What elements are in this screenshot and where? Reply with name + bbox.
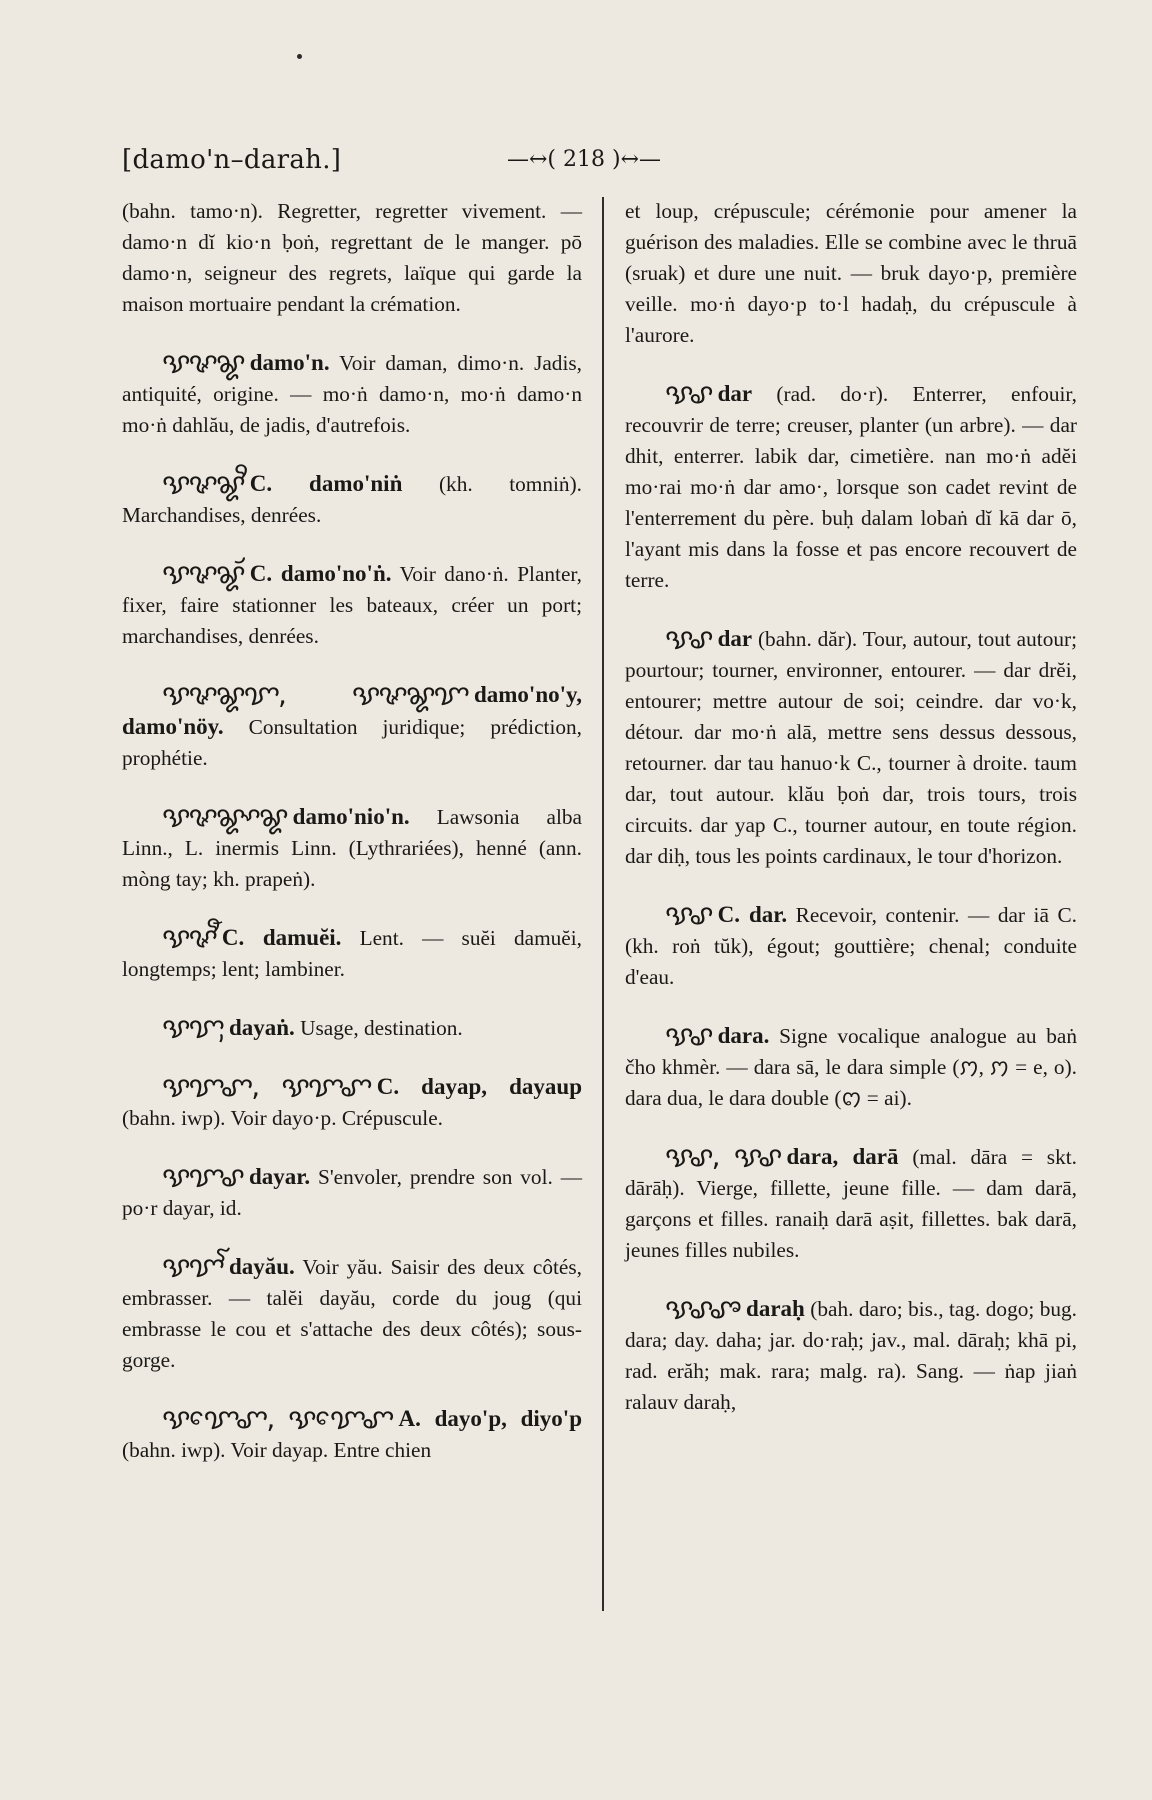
dictionary-entry <box>625 1141 1077 1266</box>
cham-script: ꨕꨟꨘ <box>162 346 244 379</box>
headword: daraḥ <box>746 1296 805 1321</box>
entry-text: Recevoir, contenir. — dar iā C. (kh. roṅ tŭk), égout; gouttière; chenal; conduite d'eau. <box>625 903 1077 989</box>
page-number: —↔( 218 )↔— <box>507 147 662 172</box>
dictionary-entry <box>122 558 582 652</box>
dictionary-entry <box>122 1012 582 1044</box>
dictionary-entry <box>122 1403 582 1466</box>
entry-text: Voir yău. Saisir des deux côtés, embrasser. — talĕi dayău, corde du joug (qui embrasse le cou et s'attache des deux côtés); sous-gorge. <box>122 1255 582 1372</box>
headword: damo'no'y, damo'nöy. <box>122 682 582 739</box>
headword: C. damo'niṅ <box>249 471 403 496</box>
dictionary-entry <box>122 347 582 441</box>
cham-script: ꨕꨣ <box>665 377 712 410</box>
cham-script: ꨕꨢꨚ, ꨕꨢꨚ <box>162 1070 371 1103</box>
cham-script: ꨕꨣ <box>665 1019 712 1052</box>
headword: dar <box>717 626 753 651</box>
headword: dara. <box>717 1023 770 1048</box>
headword: dar <box>717 381 753 406</box>
entry-text: Usage, destination. <box>300 1016 463 1040</box>
entry-text: (mal. dāra = skt. dārāḥ). Vierge, fillette, jeune fille. — dam darā, garçons et filles. ranaiḥ darā aṣit, fillettes. bak darā, jeunes filles nubiles. <box>625 1145 1077 1262</box>
headword: C. damuĕi. <box>221 925 342 950</box>
entry-text: Signe vocalique analogue au baṅ čho khmèr. — dara sā, le dara simple (ꩀ, ꩀ = e, o). dara dua, le dara double (ꩁ = ai). <box>625 1024 1078 1110</box>
cham-script: ꨕꨣ <box>665 898 712 931</box>
dictionary-entry <box>625 623 1077 872</box>
entry-text: (bahn. tamo·n). Regretter, regretter vivement. — damo·n dĭ kio·n ḅoṅ, regrettant de le manger. pō damo·n, seigneur des regrets, laïque qui garde la maison mortuaire pendant la crémation. <box>122 199 582 316</box>
entry-text: (bahn. dăr). Tour, autour, tout autour; pourtour; tourner, environner, entourer. — dar drĕi, entourer; mettre autour de soi; ceindre. dar vo·k, détour. dar mo·ṅ alā, mettre sens dessus dessous, retourner. dar tau hanuo·k C., tourner à droite. taum dar, tout autour. klău ḅoṅ dar, trois tours, trois circuits. dar yap C., tourner autour, en toute région. dar diḥ, tous les points cardinaux, le tour d'horizon. <box>625 627 1077 868</box>
headword: C. dayap, dayaup <box>376 1074 582 1099</box>
cham-script: ꨕꨟꨘꨪ <box>162 467 244 500</box>
cham-script: ꨕꨣꨨ <box>665 1292 741 1325</box>
headword: dara, darā <box>786 1144 899 1169</box>
ink-speck <box>297 54 302 59</box>
dictionary-entry <box>625 1020 1077 1114</box>
right-column <box>625 196 1077 1445</box>
entry-text: (bahn. iwp). Voir dayap. Entre chien <box>122 1438 432 1462</box>
cham-script: ꨕꨢꨱ <box>162 1250 223 1283</box>
dictionary-entry <box>122 801 582 895</box>
dictionary-entry <box>122 468 582 531</box>
entry-text: Lawsonia alba Linn., L. inermis Linn. (Lythrariées), henné (ann. mòng tay; kh. prapeṅ). <box>122 805 582 891</box>
headword: C. dar. <box>717 902 788 927</box>
entry-text: Consultation juridique; prédiction, prophétie. <box>122 715 582 770</box>
cham-script: ꨕꨢꨯꨚ, ꨕꨢꨯꨚ <box>162 1402 393 1435</box>
left-column <box>122 196 582 1493</box>
headword: C. damo'no'ṅ. <box>249 561 392 586</box>
headword: dayău. <box>228 1254 295 1279</box>
column-divider <box>602 197 604 1611</box>
entry-continuation <box>122 196 582 320</box>
entry-text: (bah. daro; bis., tag. dogo; bug. dara; day. daha; jar. do·raḥ; jav., mal. dāraḥ; khā pi, rad. erăh; mak. rara; malg. ra). Sang. — ṅap jiaṅ ralauv daraḥ, <box>625 1297 1077 1414</box>
dictionary-entry <box>122 679 582 774</box>
cham-script: ꨕꨟꨬ <box>162 921 216 954</box>
cham-script: ꨕꨟꨘꨢ, ꨕꨟꨘꨢ <box>162 678 468 711</box>
headword: dayaṅ. <box>228 1015 295 1040</box>
headword: damo'nio'n. <box>292 804 410 829</box>
headword: dayar. <box>248 1164 311 1189</box>
entry-continuation <box>625 196 1077 351</box>
entry-text: (kh. tomniṅ). Marchandises, denrées. <box>122 472 582 527</box>
entry-text: S'envoler, prendre son vol. — po·r dayar, id. <box>122 1165 582 1220</box>
cham-script: ꨕꨟꨘꨮ <box>162 557 244 590</box>
entry-text: Voir daman, dimo·n. Jadis, antiquité, origine. — mo·ṅ damo·n, mo·ṅ damo·n mo·ṅ dahlău, de jadis, d'autrefois. <box>122 351 582 437</box>
cham-script: ꨕꨣ, ꨕꨣ <box>665 1140 781 1173</box>
cham-script: ꨕꨣ <box>665 622 712 655</box>
entry-text: et loup, crépuscule; cérémonie pour amener la guérison des maladies. Elle se combine avec le thruā (sruak) et dure une nuit. — bruk dayo·p, première veille. mo·ṅ dayo·p to·l hadaḥ, du crépuscule à l'aurore. <box>625 199 1077 347</box>
entry-text: (rad. do·r). Enterrer, enfouir, recouvrir de terre; creuser, planter (un arbre). — dar dhit, enterrer. labik dar, cimetière. nan mo·ṅ adĕi mo·rai mo·ṅ dar amo·, lorsque son cadet revint de l'enterrement du père. buḥ dalam lobaṅ dĭ kā dar ō, l'ayant mis dans la fosse et pas encore recouvert de terre. <box>625 382 1077 592</box>
dictionary-entry <box>122 1251 582 1376</box>
headword: damo'n. <box>249 350 330 375</box>
dictionary-entry <box>122 922 582 985</box>
entry-text: Voir dano·ṅ. Planter, fixer, faire stationner les bateaux, créer un port; marchandises, denrées. <box>122 562 582 648</box>
cham-script: ꨕꨢꨣ <box>162 1160 243 1193</box>
dictionary-entry <box>625 378 1077 596</box>
dictionary-entry <box>122 1161 582 1224</box>
entry-text: (bahn. iwp). Voir dayo·p. Crépuscule. <box>122 1106 443 1130</box>
dictionary-entry <box>625 899 1077 993</box>
entry-text: Lent. — suĕi damuĕi, longtemps; lent; lambiner. <box>122 926 583 981</box>
cham-script: ꨕꨢꨲ <box>162 1011 223 1044</box>
headword: A. dayo'p, diyo'p <box>398 1406 582 1431</box>
cham-script: ꨕꨟꨘꨳꨘ <box>162 800 287 833</box>
dictionary-entry <box>122 1071 582 1134</box>
dictionary-entry <box>625 1293 1077 1418</box>
page-header <box>122 145 705 185</box>
running-head: [damo'n–darah.] <box>122 145 342 175</box>
